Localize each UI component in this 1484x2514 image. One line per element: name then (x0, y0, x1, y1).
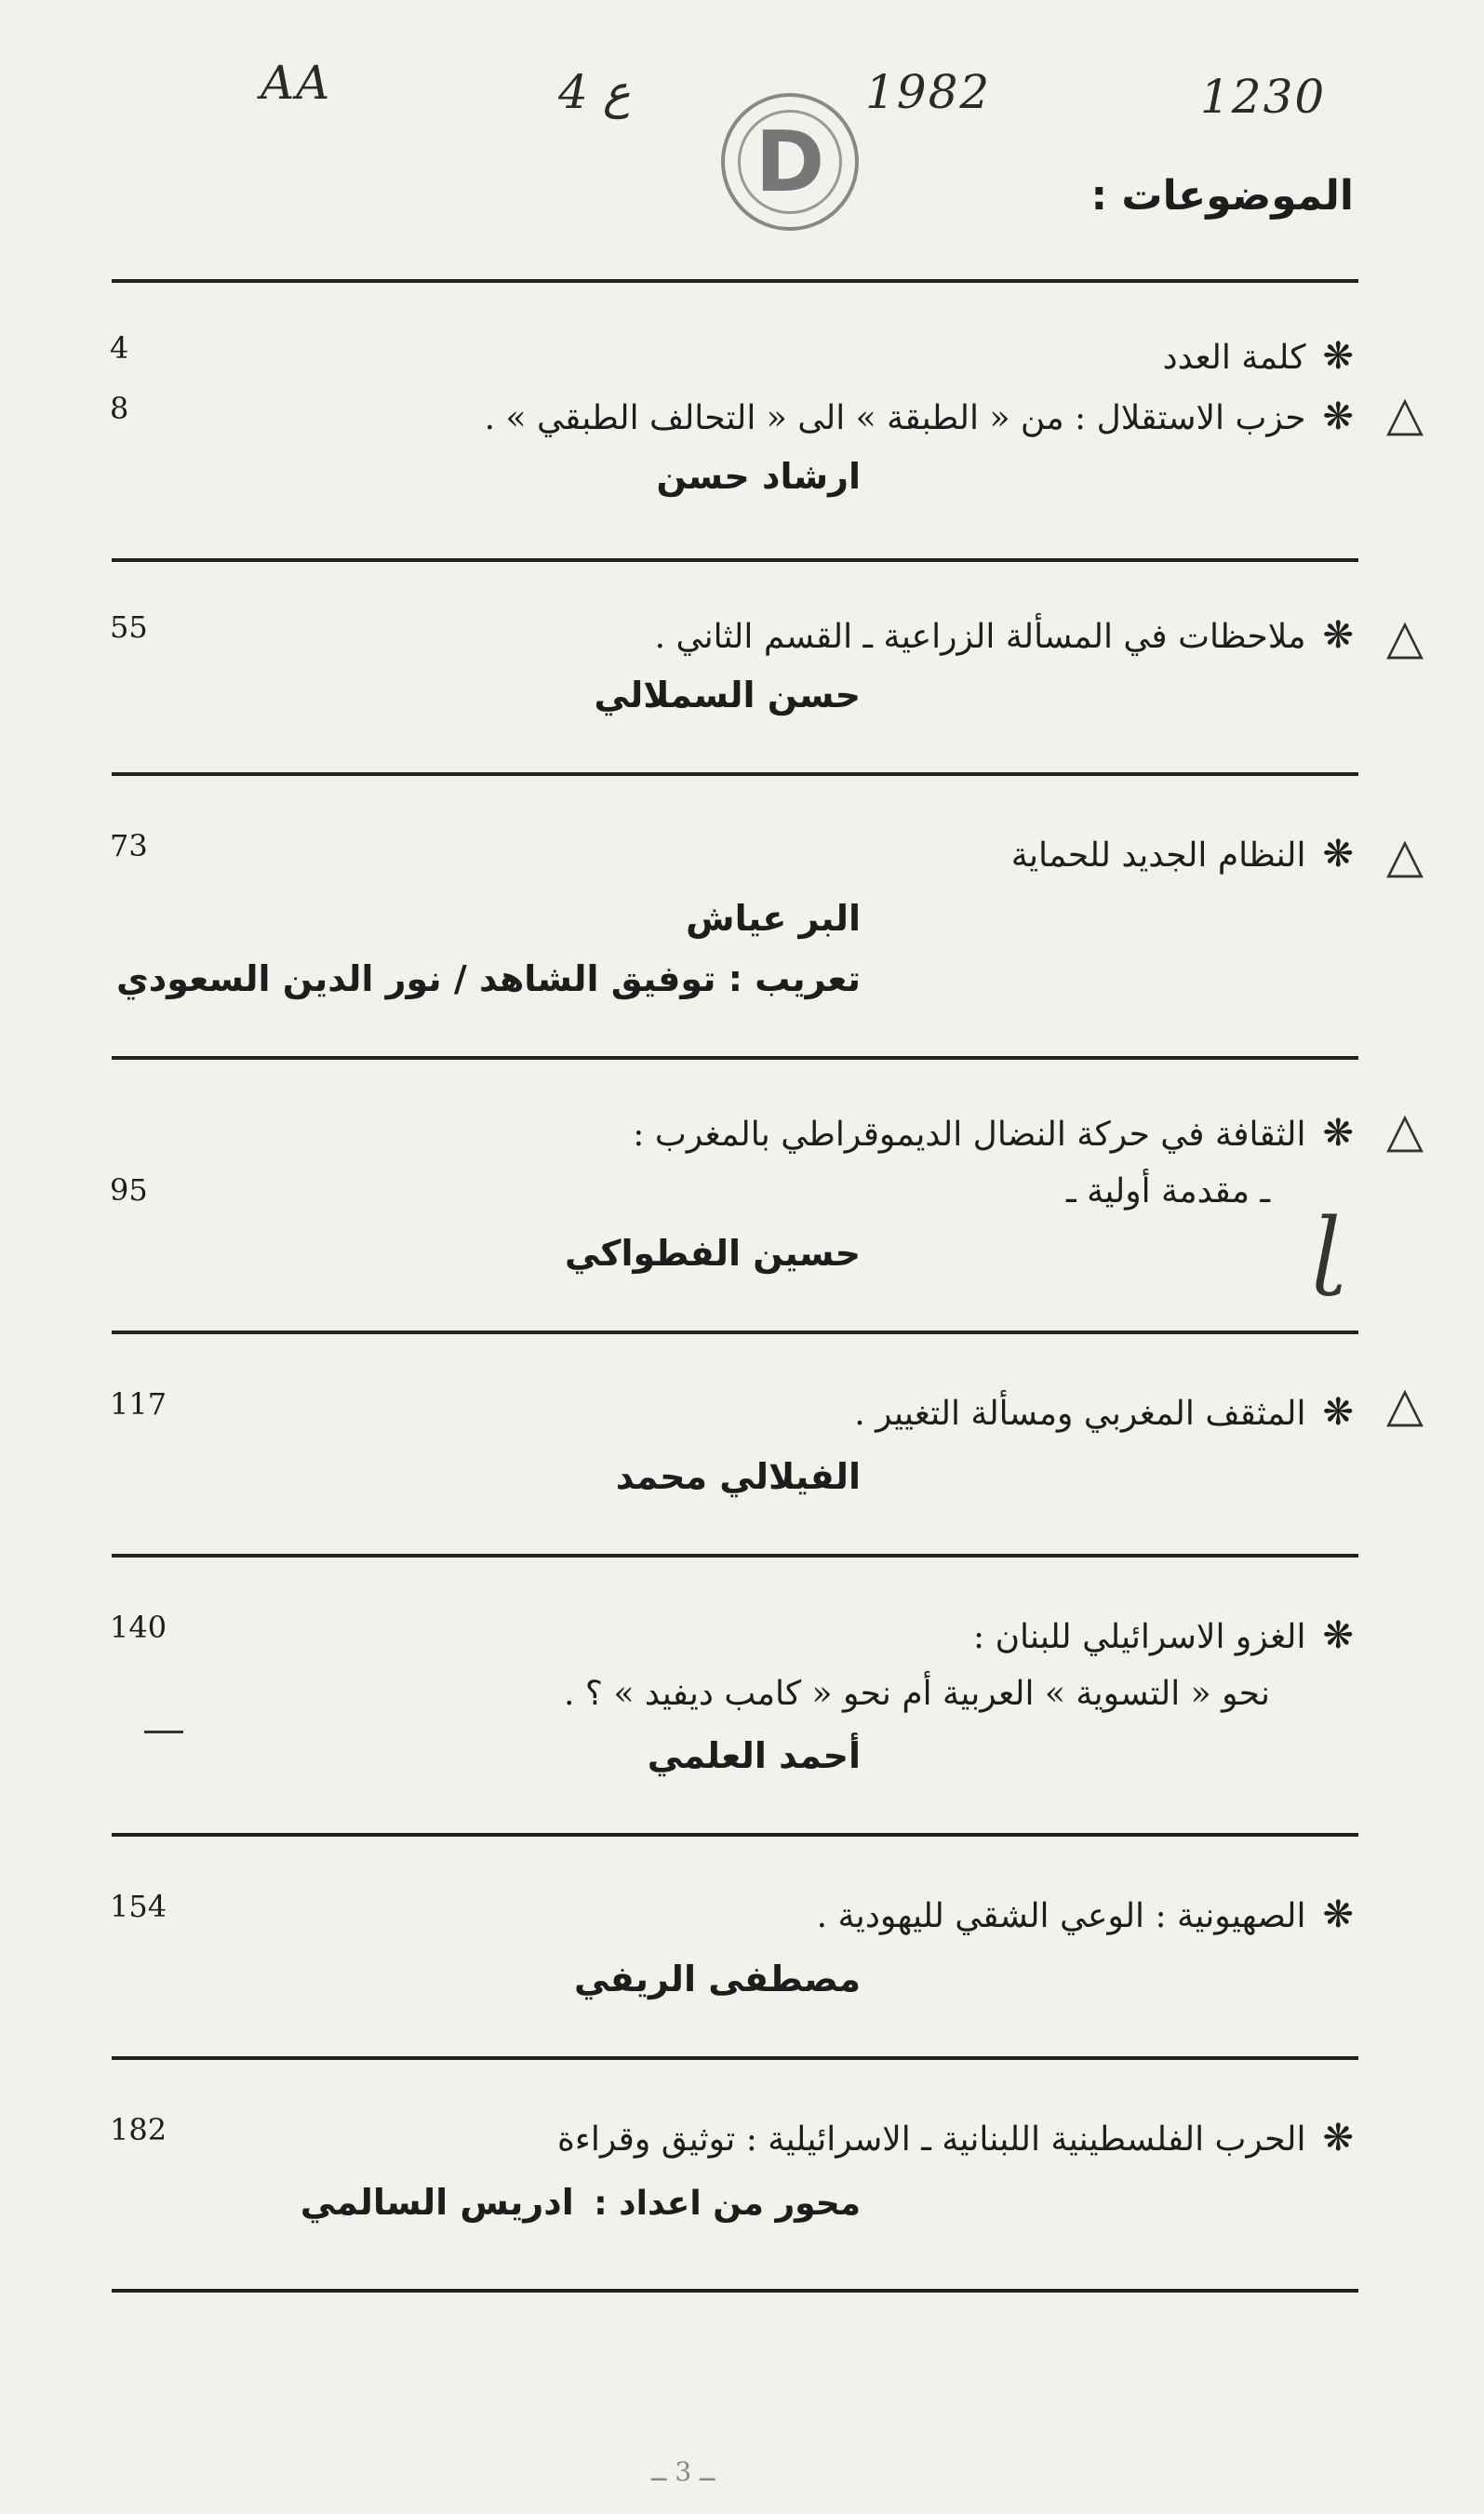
asterisk-icon: ❋ (1322, 1893, 1354, 1936)
stamp-letter: D (755, 113, 825, 211)
divider (112, 2056, 1358, 2060)
author-name: البر عياش (686, 898, 861, 939)
page-number: 154 (110, 1889, 167, 1924)
triangle-mark-icon: △ (1386, 828, 1424, 884)
toc-entry-title (485, 395, 1354, 438)
page-number: 140 (110, 1610, 167, 1645)
asterisk-icon: ❋ (1322, 335, 1354, 378)
author-name: أحمد العلمي (647, 1735, 861, 1776)
entry-text: الصهيونية : الوعي الشقي لليهودية . (816, 1897, 1306, 1935)
entry-text: الثقافة في حركة النضال الديموقراطي بالمغرب : (633, 1116, 1306, 1154)
toc-entry-title (655, 614, 1354, 657)
handwritten-year: 1982 (865, 65, 992, 119)
entry-subtitle: ـ مقدمة أولية ـ (1066, 1172, 1270, 1210)
handwritten-number: 1230 (1200, 70, 1327, 124)
author-name: مصطفى الريفي (573, 1959, 861, 1999)
page-number: 95 (110, 1172, 148, 1208)
author-name: الفيلالي محمد (615, 1456, 861, 1497)
asterisk-icon: ❋ (1322, 1391, 1354, 1434)
divider (112, 1554, 1358, 1558)
page-title: الموضوعات : (1090, 172, 1354, 220)
toc-entry-title (854, 1391, 1354, 1434)
divider (112, 558, 1358, 562)
asterisk-icon: ❋ (1322, 1112, 1354, 1155)
asterisk-icon: ❋ (1322, 1614, 1354, 1657)
page-number: 55 (110, 609, 148, 645)
entry-text: المثقف المغربي ومسألة التغيير . (854, 1395, 1306, 1433)
divider (112, 1056, 1358, 1060)
author-name: حسن السملالي (594, 675, 861, 715)
divider (112, 2289, 1358, 2293)
author-name: ارشاد حسن (656, 456, 861, 497)
author-name: حسين الفطواكي (564, 1233, 861, 1274)
entry-text: ملاحظات في المسألة الزراعية ـ القسم الثاني . (654, 618, 1306, 656)
triangle-mark-icon: △ (1386, 609, 1424, 665)
entry-text: الغزو الاسرائيلي للبنان : (973, 1618, 1306, 1656)
divider (112, 279, 1358, 283)
divider (112, 1833, 1358, 1837)
entry-text: حزب الاستقلال : من « الطبقة » الى « التحالف الطبقي » . (484, 399, 1306, 437)
library-stamp (721, 93, 859, 231)
page-footer: ــ 3 ــ (651, 2456, 715, 2487)
asterisk-icon: ❋ (1322, 833, 1354, 876)
asterisk-icon: ❋ (1322, 614, 1354, 657)
translator-name: تعريب : توفيق الشاهد / نور الدين السعودي (115, 958, 861, 999)
page-number: 73 (110, 828, 148, 863)
asterisk-icon: ❋ (1322, 2117, 1354, 2160)
toc-entry-title (633, 1112, 1354, 1155)
asterisk-icon: ❋ (1322, 395, 1354, 438)
entry-text: الحرب الفلسطينية اللبنانية ـ الاسرائيلية : توثيق وقراءة (557, 2120, 1306, 2159)
author-prefix: محور من اعداد : (594, 2185, 861, 2223)
entry-subtitle: نحو « التسوية » العربية أم نحو « كامب ديفيد » ؟ . (564, 1675, 1270, 1713)
triangle-mark-icon: △ (1386, 1377, 1424, 1433)
handwritten-dash (144, 1731, 183, 1733)
page-number: 117 (110, 1386, 167, 1422)
entry-text: كلمة العدد (1162, 339, 1306, 377)
divider (112, 772, 1358, 776)
entry-text: النظام الجديد للحماية (1010, 836, 1306, 875)
toc-entry-title (817, 1893, 1354, 1936)
toc-entry-title (1163, 335, 1354, 378)
author-line (301, 2182, 861, 2223)
handwritten-code: AA (261, 56, 332, 110)
page-number: 8 (110, 391, 129, 426)
handwritten-mark: ع 4 (558, 65, 631, 119)
page-number: 4 (110, 330, 129, 366)
toc-entry-title (973, 1614, 1354, 1657)
triangle-mark-icon: △ (1386, 1103, 1424, 1158)
stamp-ring (738, 110, 842, 214)
triangle-mark-icon: △ (1386, 386, 1424, 442)
page-number: 182 (110, 2112, 167, 2147)
divider (112, 1331, 1358, 1334)
toc-entry-title (1011, 833, 1354, 876)
handwritten-check-mark: ɭ (1312, 1200, 1343, 1298)
toc-entry-title (557, 2117, 1354, 2160)
author-name: ادريس السالمي (300, 2182, 574, 2223)
